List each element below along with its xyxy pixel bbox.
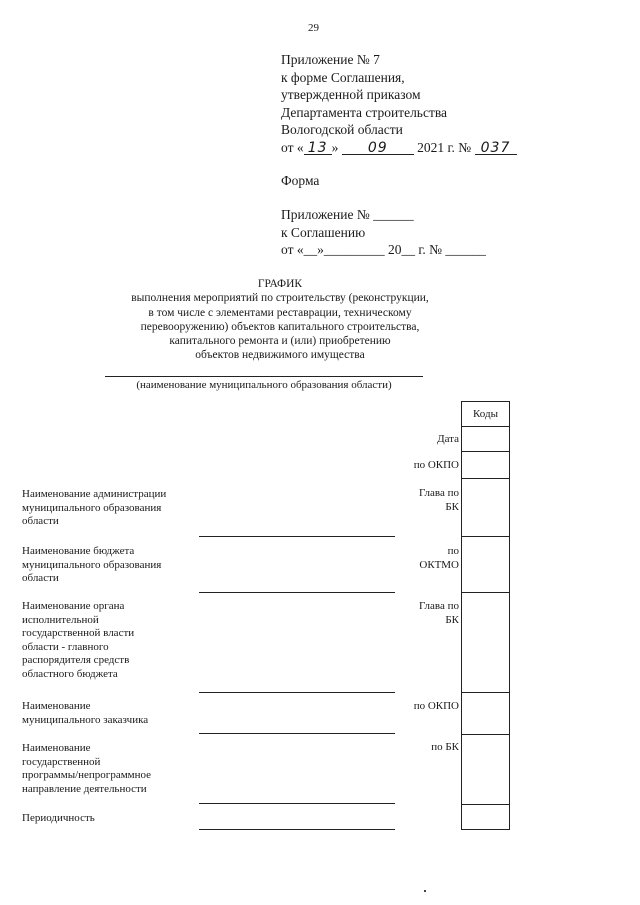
appendix-date-line: [281, 139, 517, 157]
label-okpo: по ОКПО: [413, 459, 459, 471]
appendix-header: [281, 51, 517, 156]
admin-fill-line: [199, 536, 395, 537]
code-cell-okpo-2: [462, 693, 509, 735]
label-head-bk-line-1: Глава по: [419, 487, 459, 499]
code-cell-okpo: [462, 452, 509, 479]
scan-dot: [424, 890, 426, 892]
label-authority: [22, 600, 134, 682]
label-customer-line-1: Наименование: [22, 700, 91, 712]
label-head-bk-2-line-1: Глава по: [419, 600, 459, 612]
label-periodicity: Периодичность: [22, 812, 95, 824]
label-head-bk: [419, 487, 459, 514]
label-okpo-2: по ОКПО: [413, 700, 459, 712]
label-authority-line-1: Наименование органа: [22, 600, 125, 612]
title-heading: ГРАФИК: [257, 278, 303, 290]
label-admin: [22, 488, 166, 529]
date-prefix: от «: [281, 139, 304, 155]
appendix-line-4: Департамента строительства: [281, 104, 448, 120]
label-bk: по БК: [431, 741, 459, 753]
label-authority-line-6: областного бюджета: [22, 667, 118, 680]
label-program-line-1: Наименование: [22, 742, 91, 754]
municipality-caption: (наименование муниципального образования области): [105, 376, 423, 391]
periodicity-fill-line: [199, 829, 395, 830]
appendix-line-2: к форме Соглашения,: [281, 69, 405, 85]
label-oktmo: [419, 545, 459, 572]
codes-header: Коды: [462, 402, 509, 427]
label-budget-line-1: Наименование бюджета: [22, 545, 135, 557]
date-mid: »: [331, 139, 339, 155]
agreement-line-2: к Соглашению: [281, 224, 366, 240]
code-cell-head-bk-2: [462, 593, 509, 693]
label-oktmo-line-2: ОКТМО: [419, 558, 459, 571]
label-oktmo-line-1: по: [447, 545, 459, 557]
label-head-bk-line-2: БК: [445, 500, 459, 513]
page-number: 29: [308, 22, 319, 34]
date-number: 037: [475, 140, 517, 155]
customer-fill-line: [199, 733, 395, 734]
label-admin-line-1: Наименование администрации: [22, 488, 167, 500]
label-program-line-2: государственной: [22, 755, 101, 768]
label-authority-line-2: исполнительной: [22, 613, 99, 626]
title-line-2: в том числе с элементами реставрации, техническому: [148, 306, 412, 319]
title-line-4: капитального ремонта и (или) приобретению: [169, 335, 391, 348]
agreement-block: [281, 206, 486, 259]
label-customer-line-2: муниципального заказчика: [22, 713, 149, 726]
date-month: 09: [342, 140, 414, 155]
label-program-line-3: программы/непрограммное: [22, 769, 152, 782]
label-authority-line-3: государственной власти: [22, 627, 135, 640]
form-label: Форма: [281, 173, 320, 188]
title-line-5: объектов недвижимого имущества: [195, 349, 365, 362]
authority-fill-line: [199, 692, 395, 693]
program-fill-line: [199, 803, 395, 804]
label-program: [22, 742, 151, 796]
label-admin-line-2: муниципального образования: [22, 501, 162, 514]
code-cell-oktmo: [462, 537, 509, 593]
title-line-1: выполнения мероприятий по строительству (реконструкции,: [131, 292, 429, 305]
agreement-line-3: от «__»_________ 20__ г. № ______: [281, 242, 486, 257]
label-budget: [22, 545, 161, 586]
label-date: Дата: [437, 433, 459, 445]
agreement-line-1: Приложение № ______: [281, 207, 414, 222]
label-admin-line-3: области: [22, 515, 59, 528]
appendix-line-5: Вологодской области: [281, 122, 403, 137]
label-customer: [22, 700, 148, 727]
appendix-line-1: Приложение № 7: [281, 52, 380, 67]
label-authority-line-5: распорядителя средств: [22, 654, 130, 667]
label-head-bk-2: [419, 600, 459, 627]
label-budget-line-2: муниципального образования: [22, 558, 162, 571]
appendix-line-3: утвержденной приказом: [281, 87, 421, 102]
date-year: 2021 г. №: [417, 139, 472, 155]
label-head-bk-2-line-2: БК: [445, 613, 459, 626]
code-cell-bk: [462, 735, 509, 805]
code-cell-date: [462, 427, 509, 452]
document-title: [60, 277, 500, 363]
date-day: 13: [304, 140, 332, 155]
label-program-line-4: направление деятельности: [22, 782, 147, 795]
codes-column: [461, 401, 510, 830]
label-authority-line-4: области - главного: [22, 640, 109, 653]
title-line-3: перевооружению) объектов капитального строительства,: [140, 320, 420, 333]
code-cell-head-bk: [462, 479, 509, 537]
budget-fill-line: [199, 592, 395, 593]
label-budget-line-3: области: [22, 572, 59, 585]
